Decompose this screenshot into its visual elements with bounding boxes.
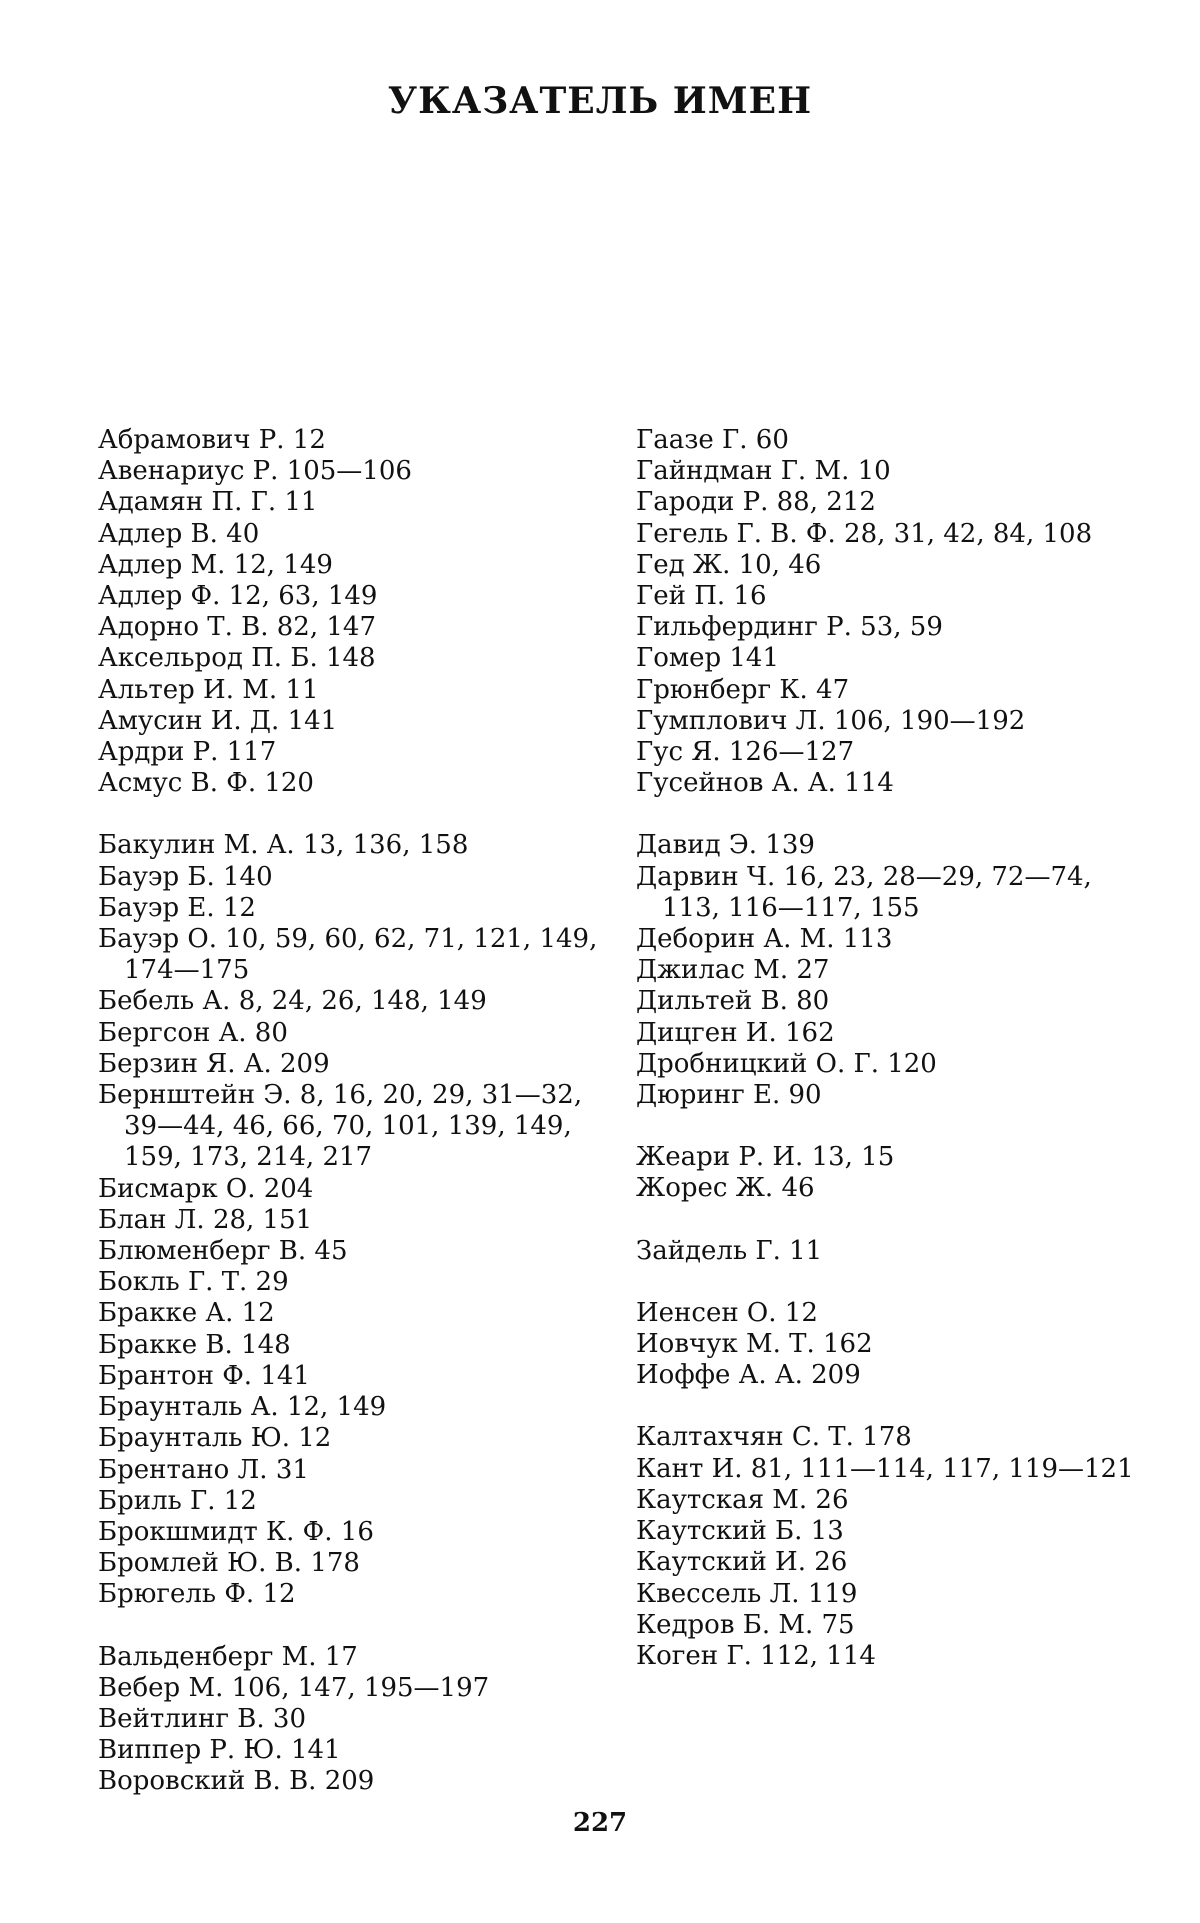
- index-entry: Вейтлинг В. 30: [98, 1703, 306, 1734]
- index-entry: Адлер М. 12, 149: [98, 549, 333, 580]
- index-column-left: [98, 425, 598, 1829]
- index-entry: Каутский И. 26: [636, 1547, 848, 1578]
- index-entry: Амусин И. Д. 141: [98, 705, 338, 736]
- index-entry: Бернштейн Э. 8, 16, 20, 29, 31—32, 39—44, 46, 66, 70, 101, 139, 149, 159, 173, 214, 217: [98, 1080, 583, 1173]
- index-entry: Джилас М. 27: [636, 955, 830, 986]
- index-letter-group: [98, 1642, 598, 1798]
- index-entry: Бокль Г. Т. 29: [98, 1267, 289, 1298]
- index-entry: Альтер И. М. 11: [98, 674, 319, 705]
- index-entry: Гей П. 16: [636, 581, 767, 612]
- index-entry: Гед Ж. 10, 46: [636, 549, 822, 580]
- index-entry: Блюменберг В. 45: [98, 1236, 348, 1267]
- index-entry: Аксельрод П. Б. 148: [98, 643, 376, 674]
- index-entry: Адлер Ф. 12, 63, 149: [98, 581, 378, 612]
- index-entry: Браунталь Ю. 12: [98, 1423, 332, 1454]
- index-entry: Деборин А. М. 113: [636, 924, 893, 955]
- index-entry: Дробницкий О. Г. 120: [636, 1048, 937, 1079]
- index-entry: Иенсен О. 12: [636, 1297, 818, 1328]
- index-entry: Брентано Л. 31: [98, 1454, 309, 1485]
- index-entry: Адлер В. 40: [98, 518, 260, 549]
- index-entry: Жорес Ж. 46: [636, 1173, 815, 1204]
- index-entry: Иовчук М. Т. 162: [636, 1329, 873, 1360]
- index-entry: Жеари Р. И. 13, 15: [636, 1142, 895, 1173]
- index-entry: Гайндман Г. М. 10: [636, 456, 891, 487]
- index-entry: Вальденберг М. 17: [98, 1641, 358, 1672]
- index-entry: Каутский Б. 13: [636, 1516, 844, 1547]
- index-entry: Кант И. 81, 111—114, 117, 119—121: [636, 1453, 1134, 1484]
- index-letter-group: [636, 830, 1136, 1111]
- page-title: УКАЗАТЕЛЬ ИМЕН: [387, 80, 813, 122]
- index-entry: Иоффе А. А. 209: [636, 1360, 861, 1391]
- index-entry: Бауэр О. 10, 59, 60, 62, 71, 121, 149, 174—175: [98, 924, 598, 986]
- index-entry: Дюринг Е. 90: [636, 1080, 822, 1111]
- index-entry: Брокшмидт К. Ф. 16: [98, 1516, 374, 1547]
- index-entry: Авенариус Р. 105—106: [98, 456, 412, 487]
- index-entry: Бриль Г. 12: [98, 1485, 257, 1516]
- index-entry: Гумплович Л. 106, 190—192: [636, 705, 1026, 736]
- index-letter-group: [636, 425, 1136, 799]
- index-entry: Браунталь А. 12, 149: [98, 1392, 387, 1423]
- index-entry: Гароди Р. 88, 212: [636, 487, 876, 518]
- index-entry: Бакулин М. А. 13, 136, 158: [98, 830, 469, 861]
- index-letter-group: [636, 1236, 1136, 1267]
- index-entry: Бракке В. 148: [98, 1329, 291, 1360]
- index-entry: Вебер М. 106, 147, 195—197: [98, 1672, 490, 1703]
- index-entry: Гильфердинг Р. 53, 59: [636, 612, 943, 643]
- index-entry: Гомер 141: [636, 643, 780, 674]
- index-letter-group: [98, 830, 598, 1610]
- index-entry: Бергсон А. 80: [98, 1017, 288, 1048]
- index-entry: Ардри Р. 117: [98, 737, 277, 768]
- index-entry: Дицген И. 162: [636, 1017, 835, 1048]
- index-entry: Грюнберг К. 47: [636, 674, 850, 705]
- index-column-right: [636, 425, 1136, 1703]
- index-entry: Бауэр Е. 12: [98, 892, 256, 923]
- index-entry: Каутская М. 26: [636, 1484, 849, 1515]
- index-entry: Воровский В. В. 209: [98, 1766, 375, 1797]
- index-entry: Дильтей В. 80: [636, 986, 830, 1017]
- index-entry: Калтахчян С. Т. 178: [636, 1422, 912, 1453]
- index-letter-group: [636, 1142, 1136, 1204]
- index-entry: Брантон Ф. 141: [98, 1360, 310, 1391]
- index-entry: Бракке А. 12: [98, 1298, 275, 1329]
- index-entry: Квессель Л. 119: [636, 1578, 858, 1609]
- index-entry: Бисмарк О. 204: [98, 1173, 314, 1204]
- index-entry: Адамян П. Г. 11: [98, 487, 318, 518]
- index-letter-group: [636, 1422, 1136, 1672]
- index-letter-group: [636, 1298, 1136, 1392]
- index-entry: Берзин Я. А. 209: [98, 1048, 330, 1079]
- index-entry: Асмус В. Ф. 120: [98, 768, 314, 799]
- index-entry: Абрамович Р. 12: [98, 425, 326, 455]
- index-entry: Гус Я. 126—127: [636, 737, 855, 768]
- index-entry: Брюгель Ф. 12: [98, 1579, 296, 1610]
- index-entry: Дарвин Ч. 16, 23, 28—29, 72—74, 113, 116—117, 155: [636, 861, 1092, 923]
- index-entry: Бебель А. 8, 24, 26, 148, 149: [98, 986, 487, 1017]
- index-entry: Гусейнов А. А. 114: [636, 768, 894, 799]
- index-entry: Гаазе Г. 60: [636, 425, 789, 455]
- index-entry: Бауэр Б. 140: [98, 861, 273, 892]
- index-entry: Давид Э. 139: [636, 830, 815, 861]
- index-entry: Блан Л. 28, 151: [98, 1204, 313, 1235]
- index-entry: Виппер Р. Ю. 141: [98, 1735, 341, 1766]
- index-entry: Зайдель Г. 11: [636, 1235, 823, 1266]
- index-entry: Бромлей Ю. В. 178: [98, 1548, 360, 1579]
- index-entry: Коген Г. 112, 114: [636, 1640, 876, 1671]
- index-letter-group: [98, 425, 598, 799]
- index-entry: Кедров Б. М. 75: [636, 1609, 855, 1640]
- page-number: 227: [572, 1808, 628, 1838]
- index-entry: Гегель Г. В. Ф. 28, 31, 42, 84, 108: [636, 518, 1093, 549]
- index-entry: Адорно Т. В. 82, 147: [98, 612, 376, 643]
